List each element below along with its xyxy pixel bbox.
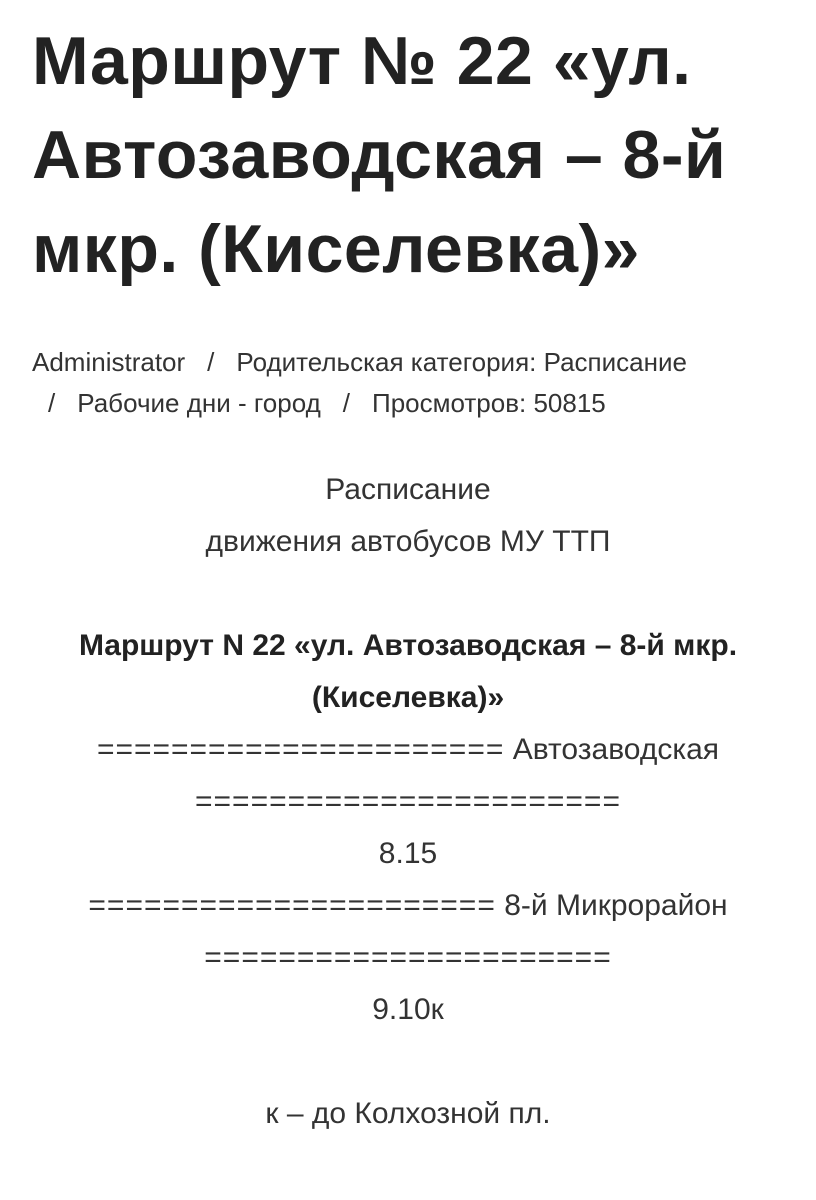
schedule-footnote: к – до Колхозной пл. — [265, 1097, 551, 1130]
stop-block-8-microdistrict — [32, 880, 784, 984]
stop-rule: ======================= — [195, 785, 621, 818]
meta-category[interactable]: Рабочие дни - город — [77, 388, 321, 418]
meta-author: Administrator — [32, 347, 186, 377]
stop-rule: ====================== — [204, 941, 612, 974]
stop-times: 9.10к — [372, 993, 444, 1026]
stop-times: 8.15 — [378, 837, 438, 870]
meta-views: Просмотров: 50815 — [372, 388, 606, 418]
stop-name: Автозаводская — [512, 733, 720, 766]
meta-separator: / — [207, 347, 215, 377]
meta-separator: / — [342, 388, 350, 418]
stop-block-avtozavodskaya — [32, 724, 784, 828]
schedule-heading-line2: движения автобусов МУ ТТП — [205, 525, 611, 558]
article-meta — [32, 342, 784, 424]
meta-parent-category[interactable]: Родительская категория: Расписание — [236, 347, 687, 377]
stop-rule: ====================== — [96, 733, 505, 766]
schedule-heading-line1: Расписание — [325, 473, 491, 506]
spacer — [32, 568, 784, 620]
article-title: Маршрут № 22 «ул. Автозаводская – 8-й мкр. (Киселевка)» — [32, 23, 727, 287]
schedule-body — [32, 464, 784, 1140]
schedule-route-title: Маршрут N 22 «ул. Автозаводская – 8-й мкр. (Киселевка)» — [78, 629, 738, 714]
meta-separator: / — [48, 388, 56, 418]
stop-rule: ====================== — [88, 889, 496, 922]
stop-name: 8-й Микрорайон — [504, 889, 728, 922]
